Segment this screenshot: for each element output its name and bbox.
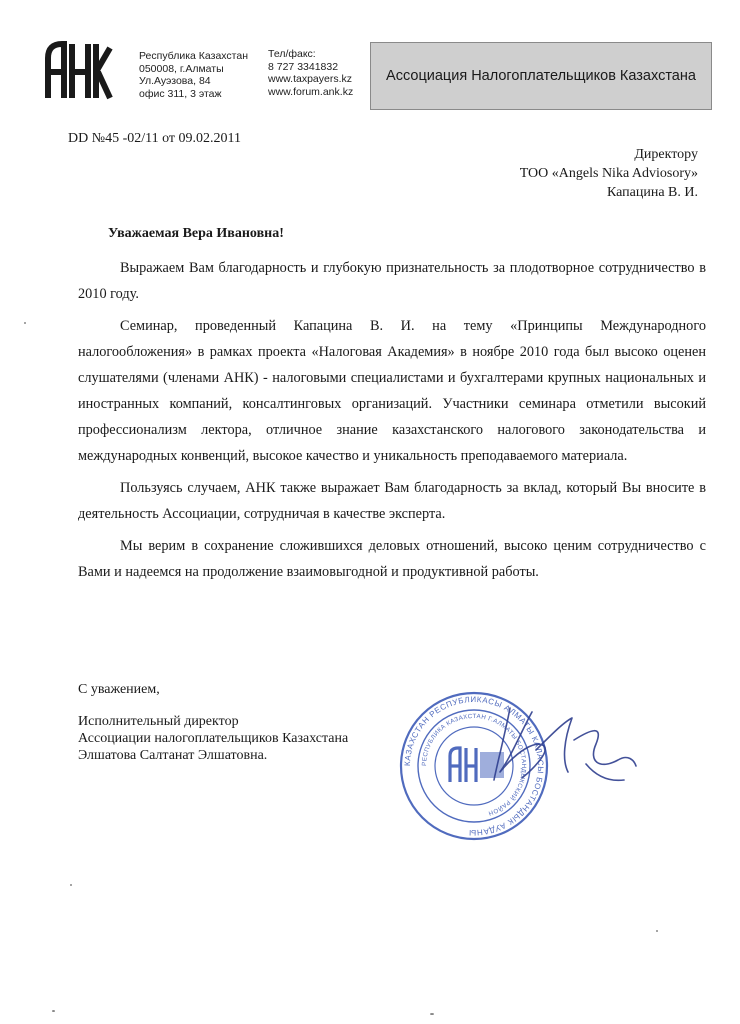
scan-speck [656, 930, 658, 932]
address-line: Республика Казахстан [139, 50, 249, 62]
recipient-name: Капацина В. И. [606, 185, 698, 200]
recipient-block [520, 145, 698, 202]
letterhead-address [139, 50, 248, 100]
body-paragraph: Пользуясь случаем, АНК также выражает Вам благодарность за вклад, который Вы вносите в деятельность Ассоциации, сотрудничая в качестве эксперта. [78, 480, 706, 522]
signer-name: Элшатова Салтанат Элшатовна. [78, 748, 268, 763]
ank-logo [42, 38, 114, 104]
stamp-inner-text: РЕСПУБЛИКА КАЗАХСТАН Г.АЛМАТЫ БОСТАНДЫКСКИЙ РАЙОН [420, 712, 528, 817]
document-reference: DD №45 -02/11 от 09.02.2011 [68, 131, 242, 146]
signer-organization: Ассоциации налогоплательщиков Казахстана [78, 731, 349, 746]
forum-link: www.forum.ank.kz [268, 85, 354, 98]
address-line: Ул.Ауэзова, 84 [139, 75, 211, 88]
closing-block [78, 681, 348, 764]
handwritten-signature [492, 700, 642, 800]
body-paragraph: Выражаем Вам благодарность и глубокую признательность за плодотворное сотрудничество в 2010 году. [78, 260, 706, 302]
recipient-company: ТОО «Angels Nika Adviosory» [519, 166, 698, 181]
letter-body [78, 255, 706, 585]
organization-name: Ассоциация Налогоплательщиков Казахстана [386, 68, 696, 84]
body-paragraph: Мы верим в сохранение сложившихся деловых отношений, высоко ценим сотрудничество с Вами и надеемся на продолжение взаимовыгодной и продуктивной работы. [78, 538, 706, 580]
website-link: www.taxpayers.kz [268, 73, 353, 86]
scan-speck [24, 322, 26, 324]
stamp-outer-text: КАЗАХСТАН РЕСПУБЛИКАСЫ АЛМАТЫ КАЛАСЫ БОСТАНДЫК АУДАНЫ [402, 694, 546, 838]
closing-regards: С уважением, [78, 682, 160, 697]
scan-speck [70, 884, 72, 886]
salutation: Уважаемая Вера Ивановна! [108, 226, 284, 241]
organization-banner [370, 42, 712, 110]
scan-speck [430, 1013, 434, 1015]
signer-position: Исполнительный директор [78, 714, 239, 729]
address-line: 050008, г.Алматы [139, 62, 224, 75]
body-paragraph: Семинар, проведенный Капацина В. И. на тему «Принципы Международного налогообложения» в рамках проекта «Налоговая Академия» в ноябре 2010 года был высоко оценен слушателями (членами АНК) - налоговыми специалистами и бухгалтерами крупных национальных и иностранных компаний, консалтинговых организаций. Участники семинара отметили высокий профессионализм лектора, отличное знание казахстанского налогового законодательства и международных конвенций, высокое качество и уникальность преподаваемого материала. [78, 318, 706, 464]
contact-label: Тел/факс: [268, 48, 316, 60]
scan-speck [52, 1010, 55, 1012]
address-line: офис 311, 3 этаж [139, 87, 222, 100]
recipient-title: Директору [634, 147, 698, 162]
phone-number: 8 727 3341832 [268, 60, 339, 73]
letterhead-contacts [268, 48, 353, 98]
